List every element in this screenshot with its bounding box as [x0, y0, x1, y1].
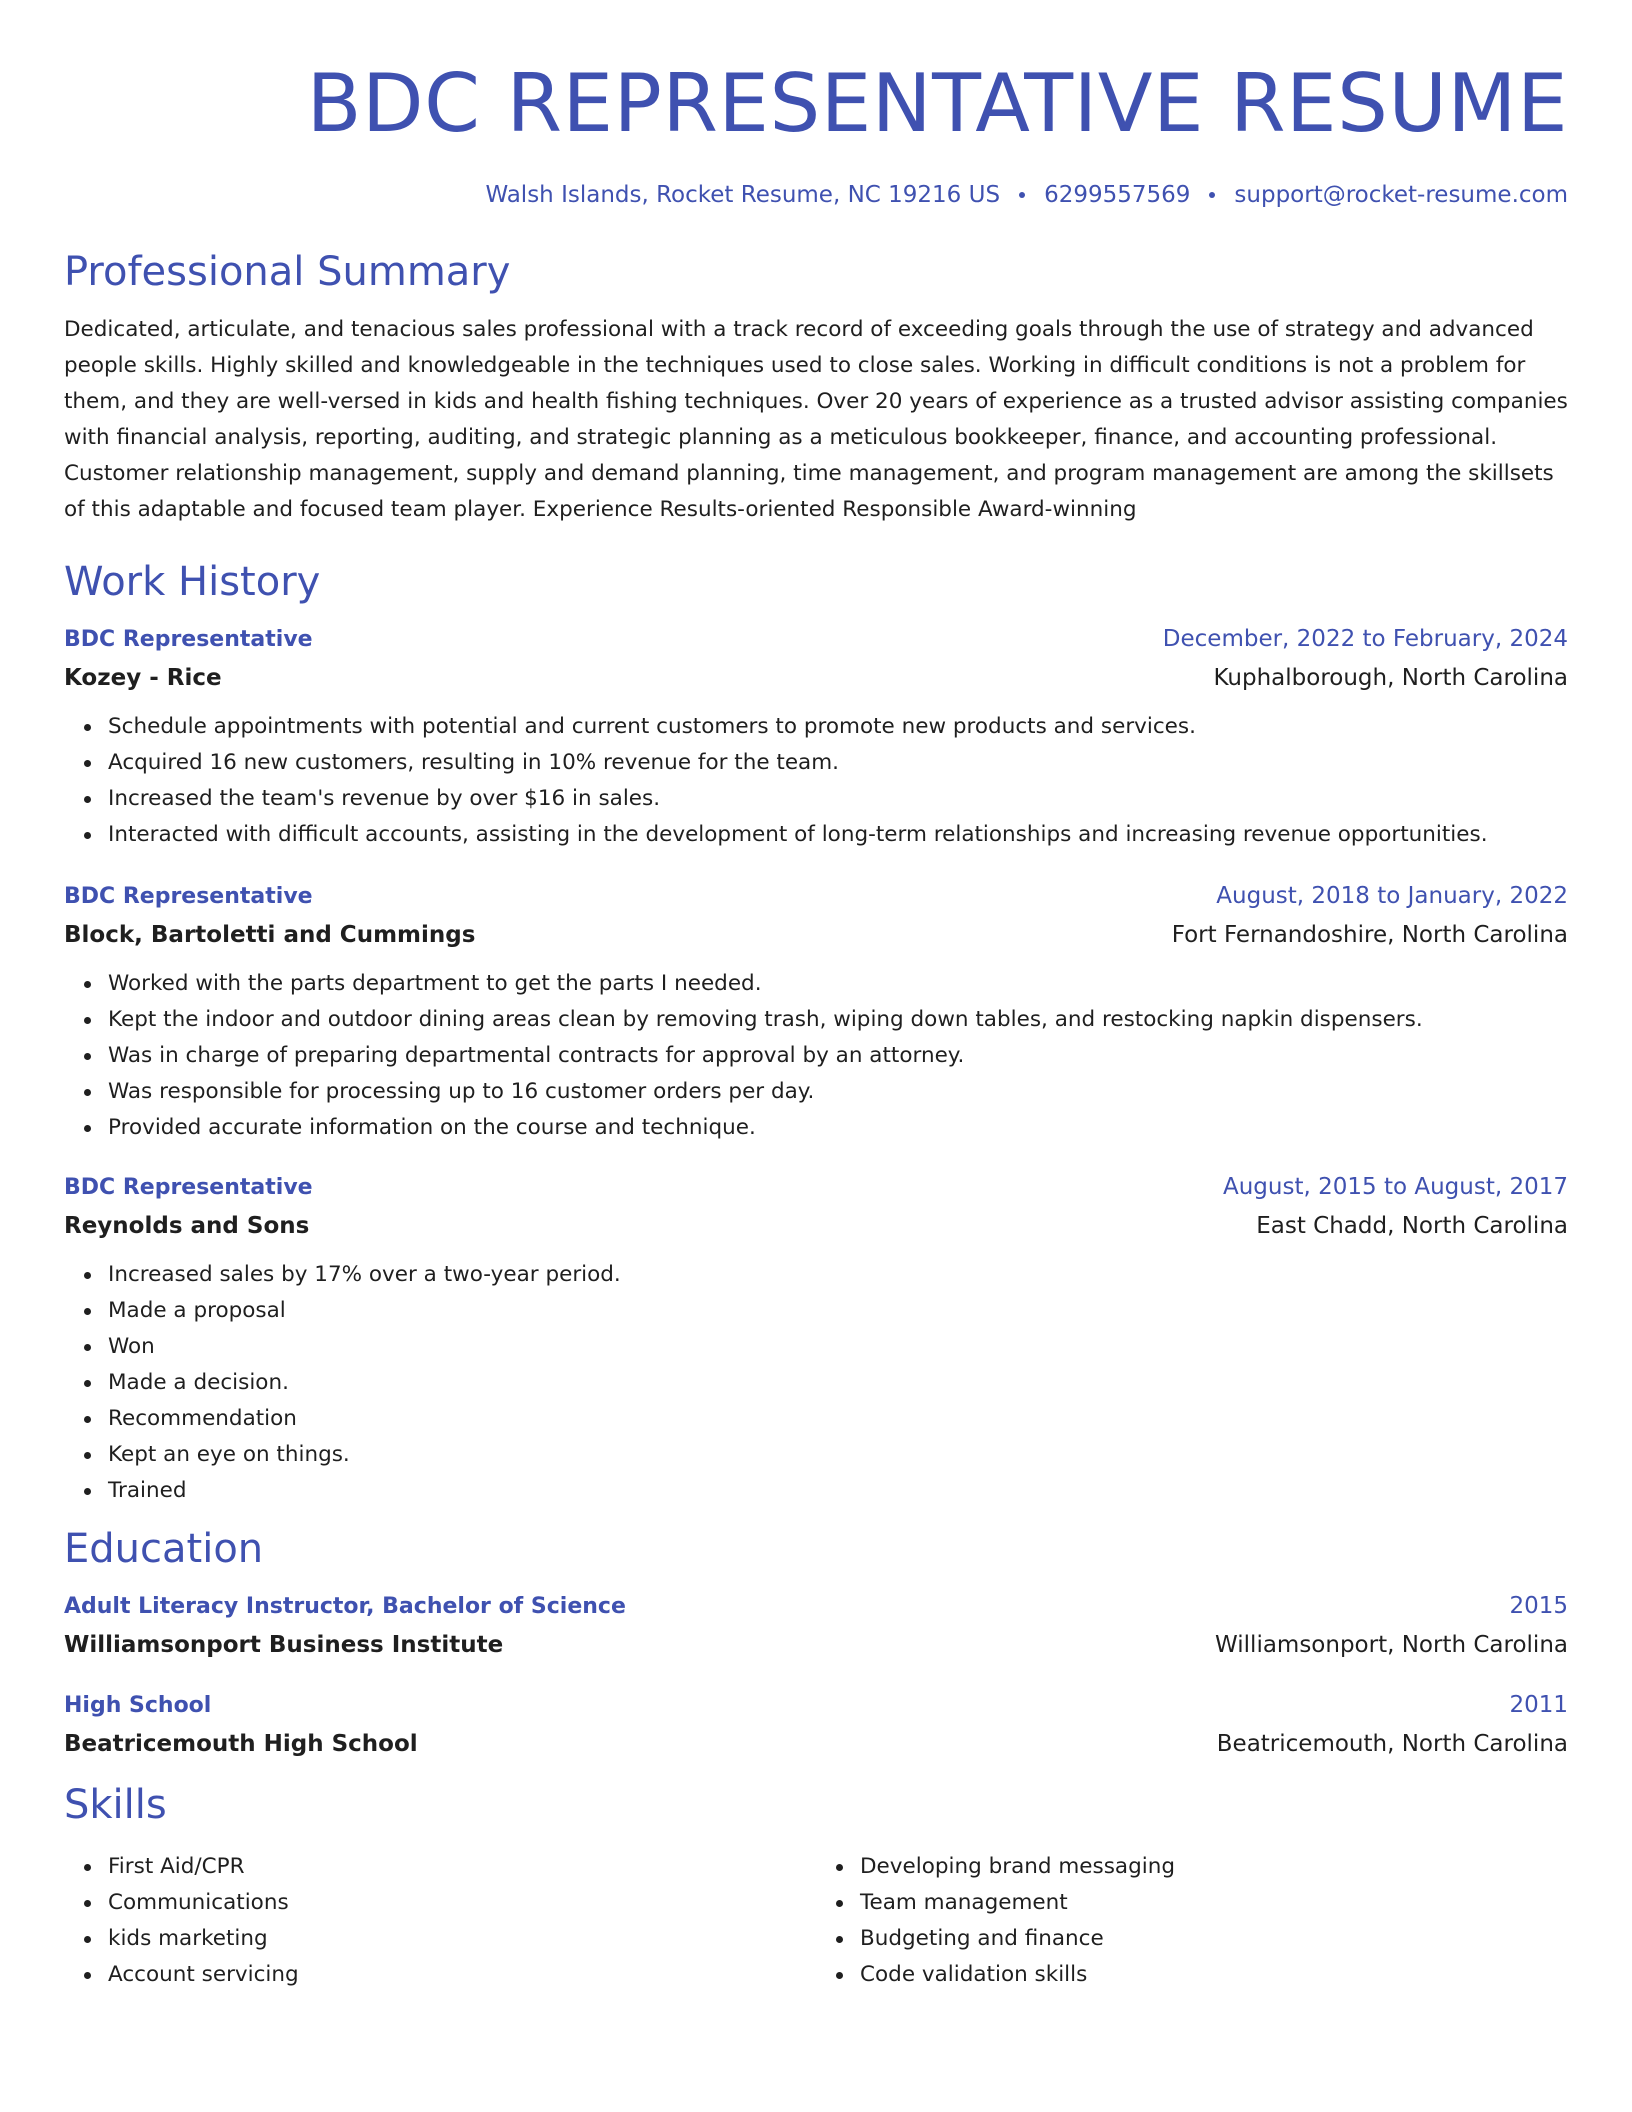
- job-header-row: [64, 881, 1568, 912]
- job-location: East Chadd, North Carolina: [1256, 1213, 1568, 1239]
- skill-item: Budgeting and finance: [860, 1921, 1568, 1957]
- job-location: Fort Fernandoshire, North Carolina: [1171, 922, 1568, 948]
- job-company: Reynolds and Sons: [64, 1213, 310, 1239]
- skill-item: kids marketing: [108, 1921, 816, 1957]
- job-header-row: [64, 1172, 1568, 1203]
- job-dates: December, 2022 to February, 2024: [1162, 626, 1568, 652]
- bullet-separator: [1019, 192, 1025, 198]
- job-entry: [64, 881, 1568, 1146]
- skill-item: Code validation skills: [860, 1957, 1568, 1993]
- education-degree: High School: [64, 1693, 212, 1718]
- skills-grid: [64, 1849, 1568, 1993]
- contact-phone: 6299557569: [1044, 182, 1191, 208]
- list-item: Increased sales by 17% over a two-year period.: [108, 1257, 1568, 1293]
- list-item: Won: [108, 1329, 1568, 1365]
- job-bullets: [64, 709, 1568, 853]
- section-title-summary: Professional Summary: [64, 249, 511, 295]
- job-bullets: [64, 1257, 1568, 1509]
- education-location: Williamsonport, North Carolina: [1215, 1632, 1568, 1658]
- education-degree: Adult Literacy Instructor, Bachelor of Science: [64, 1594, 626, 1619]
- job-role: BDC Representative: [64, 627, 313, 652]
- job-company-row: [64, 1211, 1568, 1241]
- skill-item: Developing brand messaging: [860, 1849, 1568, 1885]
- job-location: Kuphalborough, North Carolina: [1213, 665, 1568, 691]
- skill-item: Communications: [108, 1885, 816, 1921]
- skill-item: Team management: [860, 1885, 1568, 1921]
- job-role: BDC Representative: [64, 884, 313, 909]
- summary-text: Dedicated, articulate, and tenacious sales professional with a track record of exceeding goals through the use of strategy and advanced people skills. Highly skilled and knowledgeable in the techniques used to close sales. Working in difficult conditions is not a problem for them, and they are well-versed in kids and health fishing techniques. Over 20 years of experience as a trusted advisor assisting companies with financial analysis, reporting, auditing, and strategic planning as a meticulous bookkeeper, finance, and accounting professional. Customer relationship management, supply and demand planning, time management, and program management are among the skillsets of this adaptable and focused team player. Experience Results-oriented Responsible Award-winning: [64, 317, 1568, 522]
- list-item: Recommendation: [108, 1401, 1568, 1437]
- list-item: Made a decision.: [108, 1365, 1568, 1401]
- skills-list-left: [64, 1849, 816, 1993]
- education-header-row: [64, 1690, 1568, 1721]
- contact-email: support@rocket-resume.com: [1234, 182, 1568, 208]
- skill-item: First Aid/CPR: [108, 1849, 816, 1885]
- section-title-skills: Skills: [64, 1782, 167, 1828]
- bullet-separator: [1209, 192, 1215, 198]
- contact-line: [64, 180, 1568, 210]
- education-school: Beatricemouth High School: [64, 1731, 418, 1757]
- list-item: Schedule appointments with potential and current customers to promote new products and services.: [108, 709, 1568, 745]
- section-title-work-history: Work History: [64, 559, 321, 605]
- job-company: Kozey - Rice: [64, 665, 222, 691]
- skills-list-right: [816, 1849, 1568, 1993]
- job-entry: [64, 1172, 1568, 1509]
- education-entry: [64, 1591, 1568, 1660]
- job-company-row: [64, 663, 1568, 693]
- job-header-row: [64, 624, 1568, 655]
- education-header-row: [64, 1591, 1568, 1622]
- job-role: BDC Representative: [64, 1175, 313, 1200]
- education-entry: [64, 1690, 1568, 1759]
- job-entry: [64, 624, 1568, 853]
- skill-item: Account servicing: [108, 1957, 816, 1993]
- list-item: Increased the team's revenue by over $16 in sales.: [108, 781, 1568, 817]
- job-company: Block, Bartoletti and Cummings: [64, 922, 476, 948]
- education-location: Beatricemouth, North Carolina: [1216, 1731, 1568, 1757]
- job-company-row: [64, 920, 1568, 950]
- list-item: Worked with the parts department to get the parts I needed.: [108, 966, 1568, 1002]
- list-item: Provided accurate information on the course and technique.: [108, 1110, 1568, 1146]
- resume-title: BDC REPRESENTATIVE RESUME: [306, 57, 1568, 150]
- list-item: Kept the indoor and outdoor dining areas clean by removing trash, wiping down tables, and restocking napkin dispensers.: [108, 1002, 1568, 1038]
- section-title-education: Education: [64, 1526, 264, 1572]
- education-school-row: [64, 1630, 1568, 1660]
- education-year: 2015: [1509, 1593, 1568, 1619]
- list-item: Kept an eye on things.: [108, 1437, 1568, 1473]
- contact-address: Walsh Islands, Rocket Resume, NC 19216 US: [485, 182, 1001, 208]
- education-school-row: [64, 1729, 1568, 1759]
- list-item: Was responsible for processing up to 16 customer orders per day.: [108, 1074, 1568, 1110]
- list-item: Was in charge of preparing departmental contracts for approval by an attorney.: [108, 1038, 1568, 1074]
- list-item: Trained: [108, 1473, 1568, 1509]
- job-dates: August, 2018 to January, 2022: [1216, 883, 1568, 909]
- list-item: Interacted with difficult accounts, assisting in the development of long-term relationships and increasing revenue opportunities.: [108, 817, 1568, 853]
- job-dates: August, 2015 to August, 2017: [1223, 1174, 1568, 1200]
- education-school: Williamsonport Business Institute: [64, 1632, 504, 1658]
- job-bullets: [64, 966, 1568, 1146]
- list-item: Made a proposal: [108, 1293, 1568, 1329]
- list-item: Acquired 16 new customers, resulting in 10% revenue for the team.: [108, 745, 1568, 781]
- education-year: 2011: [1509, 1692, 1568, 1718]
